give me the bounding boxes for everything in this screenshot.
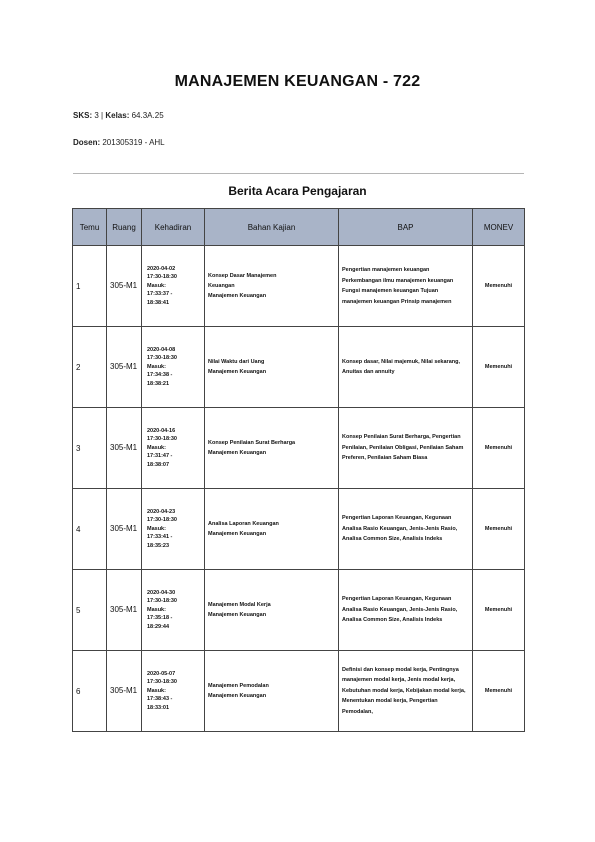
meta-separator: | — [101, 111, 104, 120]
divider — [73, 173, 524, 174]
page-title: MANAJEMEN KEUANGAN - 722 — [174, 73, 421, 90]
table-row — [73, 651, 525, 732]
cell-bap: Konsep dasar, Nilai majemuk, Nilai sekarang, Anuitas dan annuity — [339, 327, 473, 408]
sks-value: 3 — [94, 111, 99, 120]
cell-bahan-kajian: Analisa Laporan Keuangan Manajemen Keuangan — [205, 489, 339, 570]
cell-bap: Definisi dan konsep modal kerja, Pentingnya manajemen modal kerja, Jenis modal kerja, Kebutuhan modal kerja, Kebijakan modal kerja, Menentukan modal kerja, Pengertian Pemodalan, — [339, 651, 473, 732]
table-row — [73, 570, 525, 651]
table-row — [73, 489, 525, 570]
cell-monev: Memenuhi — [473, 408, 525, 489]
cell-monev: Memenuhi — [473, 327, 525, 408]
cell-temu: 3 — [73, 408, 107, 489]
cell-temu: 1 — [73, 246, 107, 327]
cell-ruang: 305-M1 — [107, 651, 142, 732]
cell-monev: Memenuhi — [473, 246, 525, 327]
cell-kehadiran: 2020-05-07 17:30-18:30 Masuk: 17:38:43 - 18:33:01 — [142, 651, 205, 732]
header-bahan-kajian: Bahan Kajian — [205, 209, 339, 246]
cell-monev: Memenuhi — [473, 570, 525, 651]
cell-bap: Konsep Penilaian Surat Berharga, Pengertian Penilaian, Penilaian Obligasi, Penilaian Saham Preferen, Penilaian Saham Biasa — [339, 408, 473, 489]
header-ruang: Ruang — [107, 209, 142, 246]
sks-label: SKS: — [73, 111, 93, 120]
header-bap: BAP — [339, 209, 473, 246]
cell-ruang: 305-M1 — [107, 327, 142, 408]
cell-kehadiran: 2020-04-02 17:30-18:30 Masuk: 17:33:37 - 18:38:41 — [142, 246, 205, 327]
cell-bap: Pengertian Laporan Keuangan, Kegunaan Analisa Rasio Keuangan, Jenis-Jenis Rasio, Analisa Common Size, Analisis Indeks — [339, 489, 473, 570]
cell-ruang: 305-M1 — [107, 570, 142, 651]
cell-monev: Memenuhi — [473, 651, 525, 732]
table-row — [73, 246, 525, 327]
dosen-value: 201305319 - AHL — [102, 138, 165, 147]
cell-kehadiran: 2020-04-16 17:30-18:30 Masuk: 17:31:47 - 18:38:07 — [142, 408, 205, 489]
header-kehadiran: Kehadiran — [142, 209, 205, 246]
cell-kehadiran: 2020-04-30 17:30-18:30 Masuk: 17:35:18 - 18:29:44 — [142, 570, 205, 651]
cell-monev: Memenuhi — [473, 489, 525, 570]
cell-bap: Pengertian manajemen keuangan Perkembangan ilmu manajemen keuangan Fungsi manajemen keuangan Tujuan manajemen keuangan Prinsip manajemen — [339, 246, 473, 327]
lecturer-line — [73, 138, 165, 147]
cell-temu: 5 — [73, 570, 107, 651]
table-row — [73, 327, 525, 408]
cell-bahan-kajian: Manajemen Pemodalan Manajemen Keuangan — [205, 651, 339, 732]
cell-kehadiran: 2020-04-08 17:30-18:30 Masuk: 17:34:38 - 18:38:21 — [142, 327, 205, 408]
header-temu: Temu — [73, 209, 107, 246]
cell-ruang: 305-M1 — [107, 246, 142, 327]
cell-bap: Pengertian Laporan Keuangan, Kegunaan Analisa Rasio Keuangan, Jenis-Jenis Rasio, Analisa Common Size, Analisis Indeks — [339, 570, 473, 651]
cell-temu: 4 — [73, 489, 107, 570]
table-row — [73, 408, 525, 489]
cell-ruang: 305-M1 — [107, 408, 142, 489]
cell-temu: 2 — [73, 327, 107, 408]
section-title: Berita Acara Pengajaran — [228, 184, 367, 198]
cell-bahan-kajian: Konsep Penilaian Surat Berharga Manajemen Keuangan — [205, 408, 339, 489]
course-meta-line — [73, 111, 164, 120]
cell-ruang: 305-M1 — [107, 489, 142, 570]
kelas-label: Kelas: — [105, 111, 130, 120]
teaching-report-table — [72, 208, 525, 732]
dosen-label: Dosen: — [73, 138, 101, 147]
cell-bahan-kajian: Nilai Waktu dari Uang Manajemen Keuangan — [205, 327, 339, 408]
header-monev: MONEV — [473, 209, 525, 246]
cell-bahan-kajian: Manajemen Modal Kerja Manajemen Keuangan — [205, 570, 339, 651]
kelas-value: 64.3A.25 — [131, 111, 164, 120]
cell-kehadiran: 2020-04-23 17:30-18:30 Masuk: 17:33:41 - 18:35:23 — [142, 489, 205, 570]
table-header-row — [73, 209, 525, 246]
cell-bahan-kajian: Konsep Dasar Manajemen Keuangan Manajemen Keuangan — [205, 246, 339, 327]
cell-temu: 6 — [73, 651, 107, 732]
